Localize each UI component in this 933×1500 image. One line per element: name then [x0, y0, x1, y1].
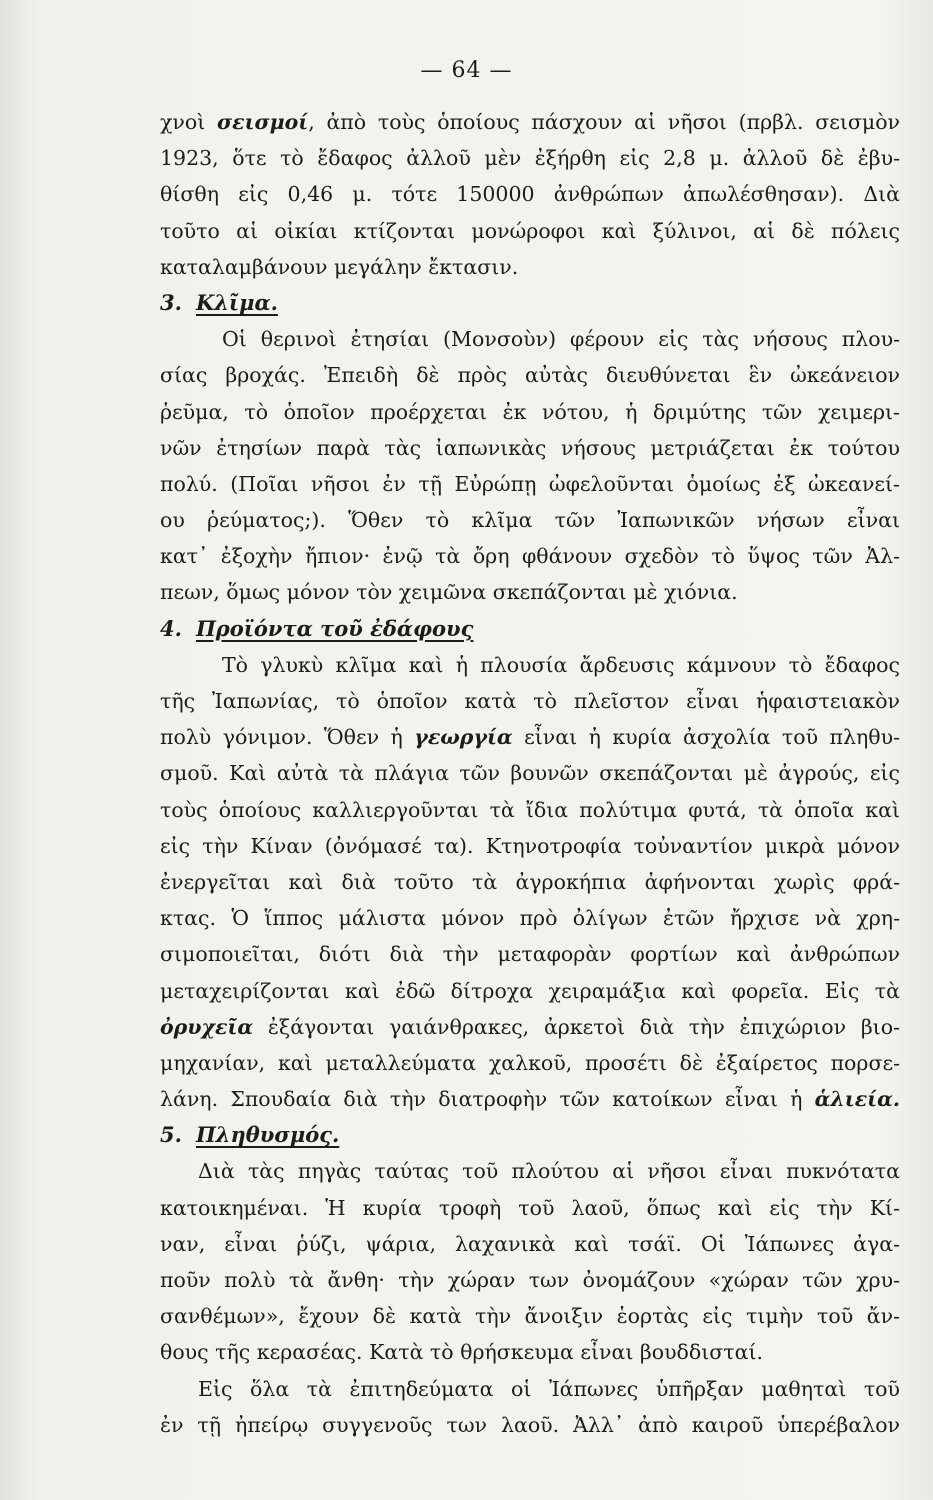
text-line: πολὺ γόνιμον. Ὅθεν ἡ γεωργία εἶναι ἡ κυρία ἀσχολία τοῦ πληθυ-	[160, 725, 900, 750]
text-line: πολύ. (Ποῖαι νῆσοι ἐν τῇ Εὐρώπῃ ὠφελοῦνται ὁμοίως ἐξ ὠκεανεί-	[160, 471, 900, 496]
text-line: νῶν ἐτησίων παρὰ τὰς ἰαπωνικὰς νήσους μετριάζεται ἐκ τούτου	[160, 435, 900, 460]
text-line: εἰς τὴν Κίναν (ὀνόμασέ τα). Κτηνοτροφία τοὐναντίον μικρὰ μόνον	[160, 833, 900, 858]
text-line: σίας βροχάς. Ἐπειδὴ δὲ πρὸς αὐτὰς διευθύνεται ἓν ὠκεάνειον	[160, 363, 900, 388]
text-line: Οἱ θερινοὶ ἐτησίαι (Μονσοὺν) φέρουν εἰς τὰς νήσους πλου-	[222, 327, 900, 352]
keyword-earthquakes: σεισμοί	[217, 110, 309, 134]
text-line: σμοῦ. Καὶ αὐτὰ τὰ πλάγια τῶν βουνῶν σκεπάζονται μὲ ἀγρούς, εἰς	[160, 761, 900, 786]
text-line: 1923, ὅτε τὸ ἔδαφος ἀλλοῦ μὲν ἐξήρθη εἰς 2,8 μ. ἀλλοῦ δὲ ἐβυ-	[160, 146, 900, 171]
text-line: μηχανίαν, καὶ μεταλλεύματα χαλκοῦ, προσέτι δὲ ἐξαίρετος πορσε-	[160, 1050, 900, 1075]
text-line: κτας. Ὁ ἵππος μάλιστα μόνον πρὸ ὀλίγων ἐτῶν ἤρχισε νὰ χρη-	[160, 906, 900, 931]
text-line: ποῦν πολὺ τὰ ἄνθη· τὴν χώραν των ὀνομάζουν «χώραν τῶν χρυ-	[160, 1268, 900, 1292]
text-line: λάνη. Σπουδαία διὰ τὴν διατροφὴν τῶν κατοίκων εἶναι ἡ ἁλιεία.	[160, 1087, 900, 1112]
keyword-mines: ὀρυχεῖα	[160, 1014, 254, 1039]
section-heading-climate: 3. Κλῖμα.	[160, 289, 278, 315]
text-line: ἐνεργεῖται καὶ διὰ τοῦτο τὰ ἀγροκήπια ἀφήνονται χωρὶς φρά-	[160, 869, 900, 894]
text-line: Εἰς ὅλα τὰ ἐπιτηδεύματα οἱ Ἰάπωνες ὑπῆρξαν μαθηταὶ τοῦ	[198, 1376, 900, 1401]
text-line: μεταχειρίζονται καὶ ἐδῶ δίτροχα χειραμάξια καὶ φορεῖα. Εἰς τὰ	[160, 978, 900, 1003]
text-line: χνοὶ σεισμοί, ἀπὸ τοὺς ὁποίους πάσχουν αἱ νῆσοι (πρβλ. σεισμὸν	[160, 110, 900, 134]
section-heading-population: 5. Πληθυσμός.	[160, 1122, 340, 1148]
page-number: — 64 —	[420, 58, 513, 83]
text-line: Διὰ τὰς πηγὰς ταύτας τοῦ πλούτου αἱ νῆσοι εἶναι πυκνότατα	[198, 1159, 900, 1184]
text-line: ναν, εἶναι ῥύζι, ψάρια, λαχανικὰ καὶ τσάϊ. Οἱ Ἰάπωνες ἀγα-	[160, 1231, 900, 1256]
text-line: ου ῥεύματος;). Ὅθεν τὸ κλῖμα τῶν Ἰαπωνικῶν νήσων εἶναι	[160, 508, 900, 533]
keyword-fishing: ἁλιεία.	[814, 1087, 900, 1112]
text-line: πεων, ὅμως μόνον τὸν χειμῶνα σκεπάζονται μὲ χιόνια.	[160, 580, 738, 605]
text-line: Τὸ γλυκὺ κλῖμα καὶ ἡ πλουσία ἄρδευσις κάμνουν τὸ ἔδαφος	[222, 652, 900, 677]
text-line: ῥεῦμα, τὸ ὁποῖον προέρχεται ἐκ νότου, ἡ δριμύτης τῶν χειμερι-	[160, 399, 900, 424]
body-text	[160, 104, 900, 1443]
text-line: κατ᾿ ἐξοχὴν ἤπιον· ἐνῷ τὰ ὄρη φθάνουν σχεδὸν τὸ ὕψος τῶν Ἀλ-	[160, 544, 900, 569]
text-line: τοῦτο αἱ οἰκίαι κτίζονται μονώροφοι καὶ ξύλινοι, αἱ δὲ πόλεις	[160, 218, 900, 243]
text-line: τοὺς ὁποίους καλλιεργοῦνται τὰ ἴδια πολύτιμα φυτά, τὰ ὁποῖα καὶ	[160, 797, 900, 822]
text-line: σανθέμων», ἔχουν δὲ κατὰ τὴν ἄνοιξιν ἑορτὰς εἰς τιμὴν τοῦ ἄν-	[160, 1304, 900, 1329]
text-line: σιμοποιεῖται, διότι διὰ τὴν μεταφορὰν φορτίων καὶ ἀνθρώπων	[160, 942, 900, 967]
section-heading-products: 4. Προϊόντα τοῦ ἐδάφους	[160, 615, 474, 641]
text-line: ἐν τῇ ἠπείρῳ συγγενοῦς των λαοῦ. Ἀλλ᾿ ἀπὸ καιροῦ ὑπερέβαλον	[160, 1412, 900, 1437]
text-line: θους τῆς κερασέας. Κατὰ τὸ θρήσκευμα εἶναι βουδδισταί.	[160, 1340, 763, 1365]
text-line: καταλαμβάνουν μεγάλην ἔκτασιν.	[160, 254, 519, 279]
text-line: κατοικημέναι. Ἡ κυρία τροφὴ τοῦ λαοῦ, ὅπως καὶ εἰς τὴν Κί-	[160, 1195, 900, 1220]
text-line: ὀρυχεῖα ἐξάγονται γαιάνθρακες, ἀρκετοὶ διὰ τὴν ἐπιχώριον βιο-	[160, 1014, 900, 1039]
text-line: θίσθη εἰς 0,46 μ. τότε 150000 ἀνθρώπων ἀπωλέσθησαν). Διὰ	[160, 182, 900, 207]
text-line: τῆς Ἰαπωνίας, τὸ ὁποῖον κατὰ τὸ πλεῖστον εἶναι ἡφαιστειακὸν	[160, 689, 900, 713]
keyword-agriculture: γεωργία	[414, 725, 513, 750]
